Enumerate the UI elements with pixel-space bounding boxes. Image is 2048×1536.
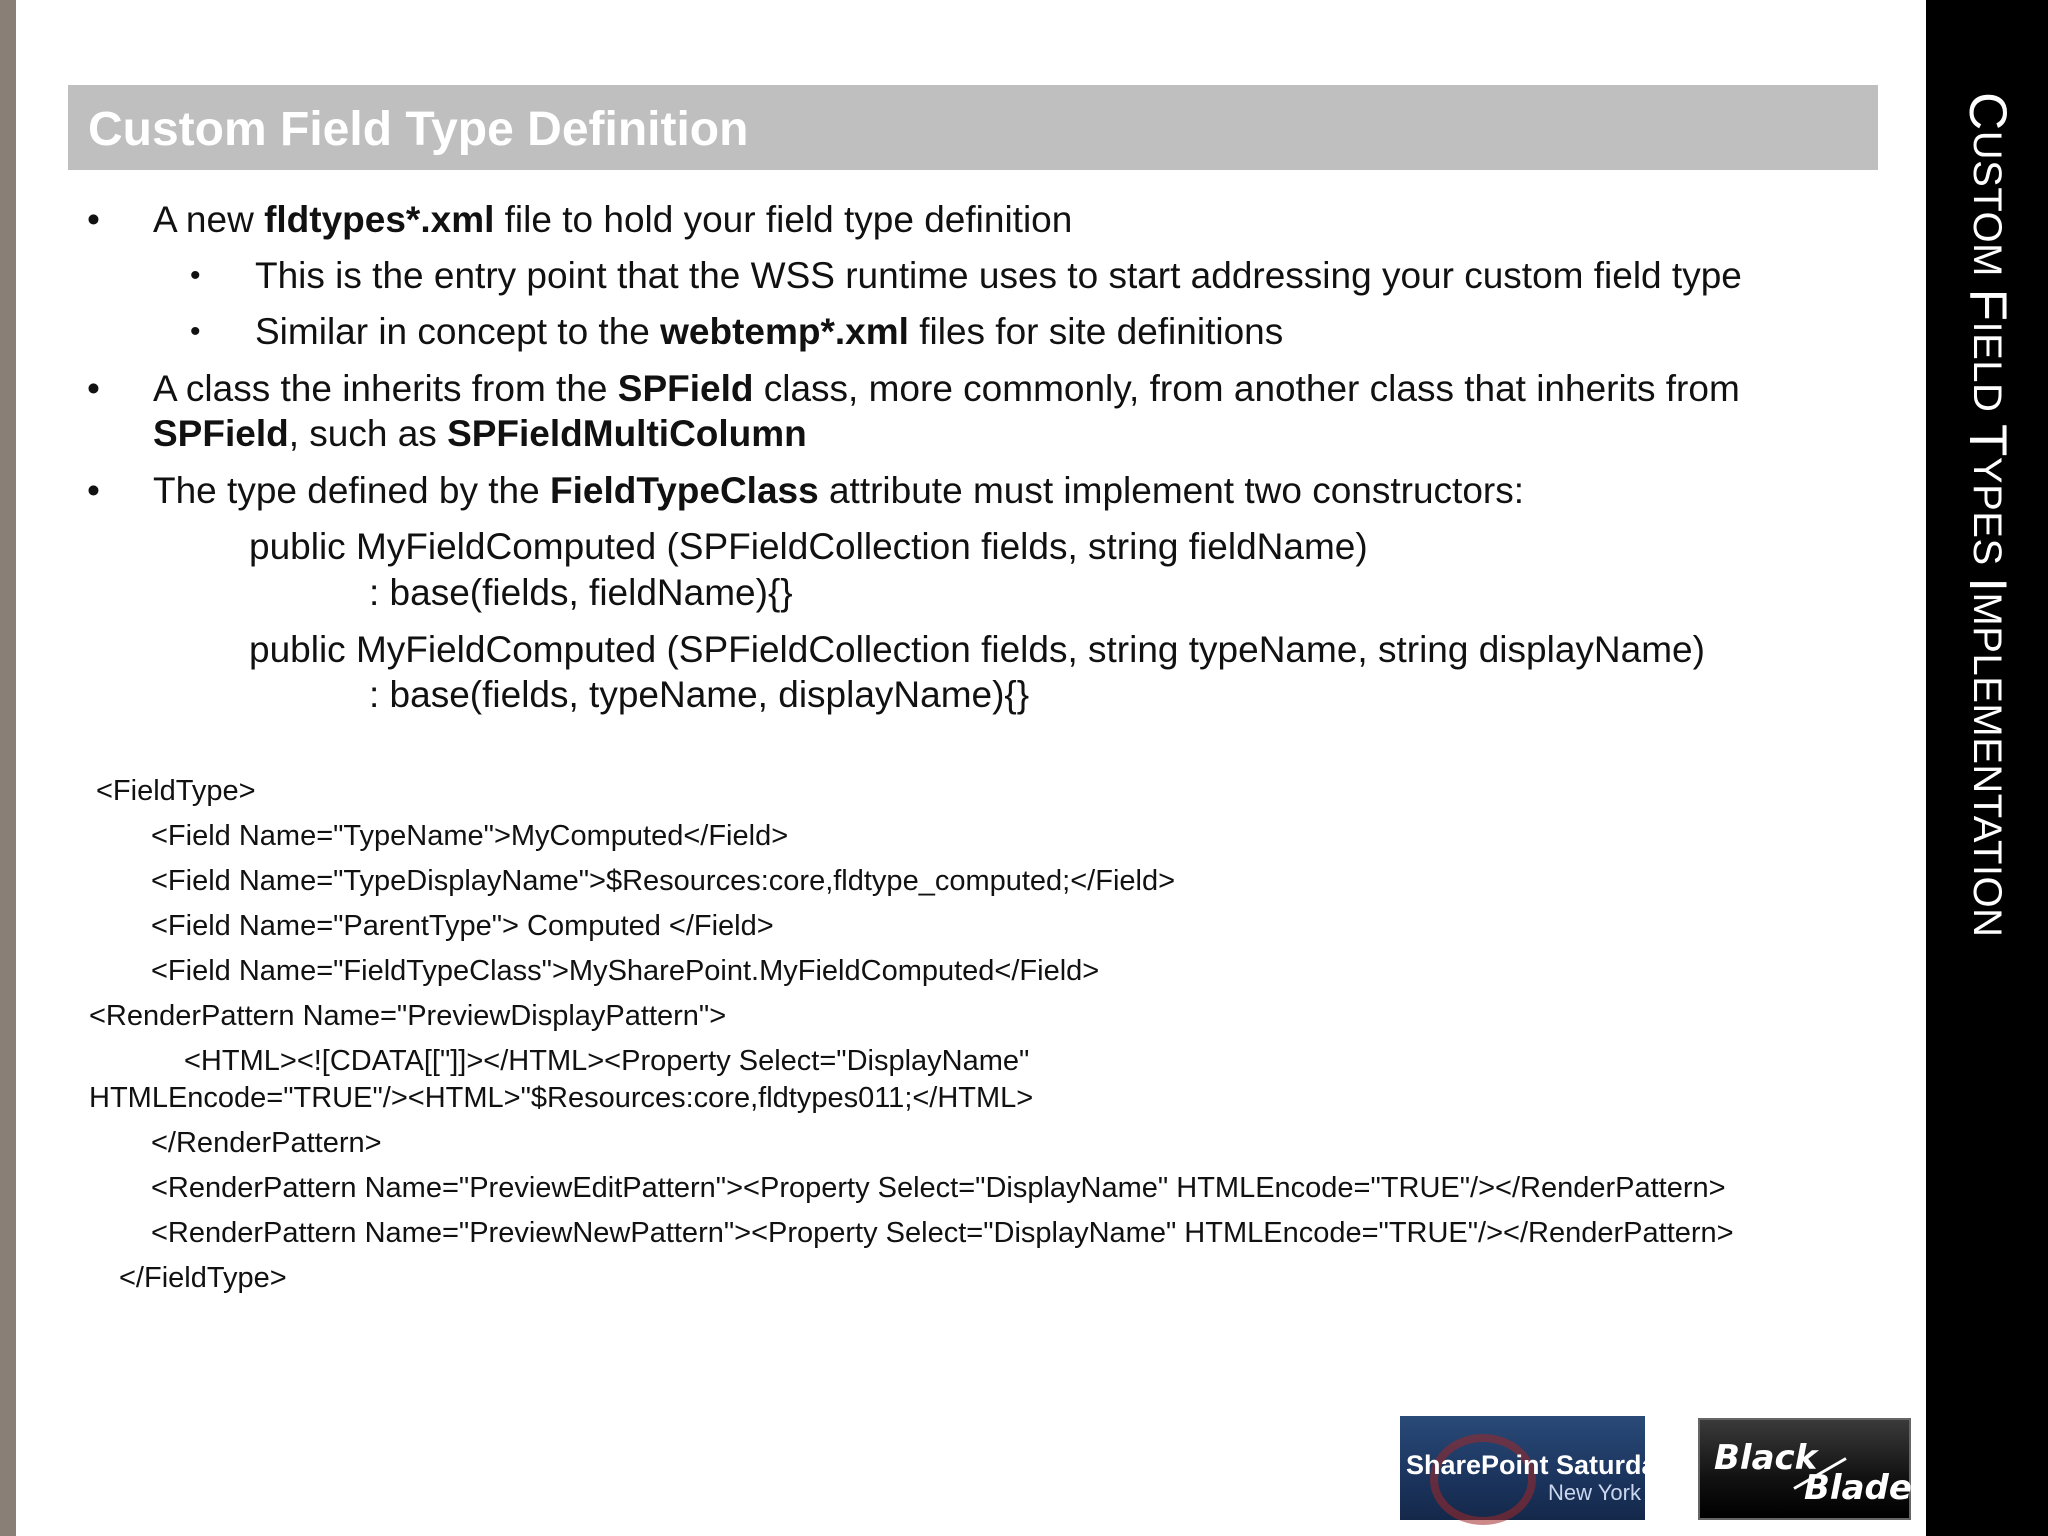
xml-line: <Field Name="ParentType"> Computed </Field> — [151, 910, 774, 942]
xml-line: <RenderPattern Name="PreviewEditPattern"><Property Select="DisplayName" HTMLEncode="TRUE"/></RenderPattern> — [151, 1172, 1726, 1204]
xml-line: <FieldType> — [96, 775, 256, 807]
bullet-glyph: • — [87, 470, 100, 511]
bullet-similar-concept: Similar in concept to the webtemp*.xml files for site definitions — [255, 311, 1284, 352]
xml-line: HTMLEncode="TRUE"/><HTML>"$Resources:core,fldtypes011;</HTML> — [89, 1082, 1034, 1114]
constructor-2-base: : base(fields, typeName, displayName){} — [369, 674, 1030, 715]
slide-title: Custom Field Type Definition — [88, 103, 749, 156]
xml-line: </FieldType> — [119, 1262, 287, 1294]
left-accent-strip — [0, 0, 16, 1536]
side-title: CUSTOM FIELD TYPES IMPLEMENTATION — [1958, 92, 2017, 938]
xml-line: <Field Name="FieldTypeClass">MySharePoint.MyFieldComputed</Field> — [151, 955, 1100, 987]
xml-line: <RenderPattern Name="PreviewNewPattern"><Property Select="DisplayName" HTMLEncode="TRUE"/></RenderPattern> — [151, 1217, 1734, 1249]
sharepoint-saturday-logo: SharePoint Saturday New York — [1400, 1416, 1645, 1520]
bullet-new-fldtypes: A new fldtypes*.xml file to hold your field type definition — [153, 199, 1073, 240]
constructor-2-signature: public MyFieldComputed (SPFieldCollection fields, string typeName, string displayName) — [249, 629, 1705, 670]
constructor-1-base: : base(fields, fieldName){} — [369, 572, 793, 613]
bullet-fieldtypeclass: The type defined by the FieldTypeClass attribute must implement two constructors: — [153, 470, 1524, 511]
bullet-glyph: • — [87, 368, 100, 409]
xml-line: <HTML><![CDATA[["]]></HTML><Property Select="DisplayName" — [184, 1045, 1030, 1077]
bullet-glyph: • — [190, 315, 201, 348]
title-bar — [68, 85, 1878, 170]
xml-line: <Field Name="TypeName">MyComputed</Field> — [151, 820, 789, 852]
xml-line: <RenderPattern Name="PreviewDisplayPattern"> — [89, 1000, 727, 1032]
black-blade-logo: Black Blade — [1698, 1418, 1911, 1520]
bullet-glyph: • — [190, 259, 201, 292]
bullet-glyph: • — [87, 199, 100, 240]
bullet-class-inherits: A class the inherits from the SPField class, more commonly, from another class that inherits from SPField, such as SPFieldMultiColumn — [153, 368, 1740, 454]
xml-line: <Field Name="TypeDisplayName">$Resources:core,fldtype_computed;</Field> — [151, 865, 1176, 897]
bullet-entry-point: This is the entry point that the WSS runtime uses to start addressing your custom field type — [255, 255, 1742, 296]
constructor-1-signature: public MyFieldComputed (SPFieldCollection fields, string fieldName) — [249, 526, 1368, 567]
xml-line: </RenderPattern> — [151, 1127, 382, 1159]
